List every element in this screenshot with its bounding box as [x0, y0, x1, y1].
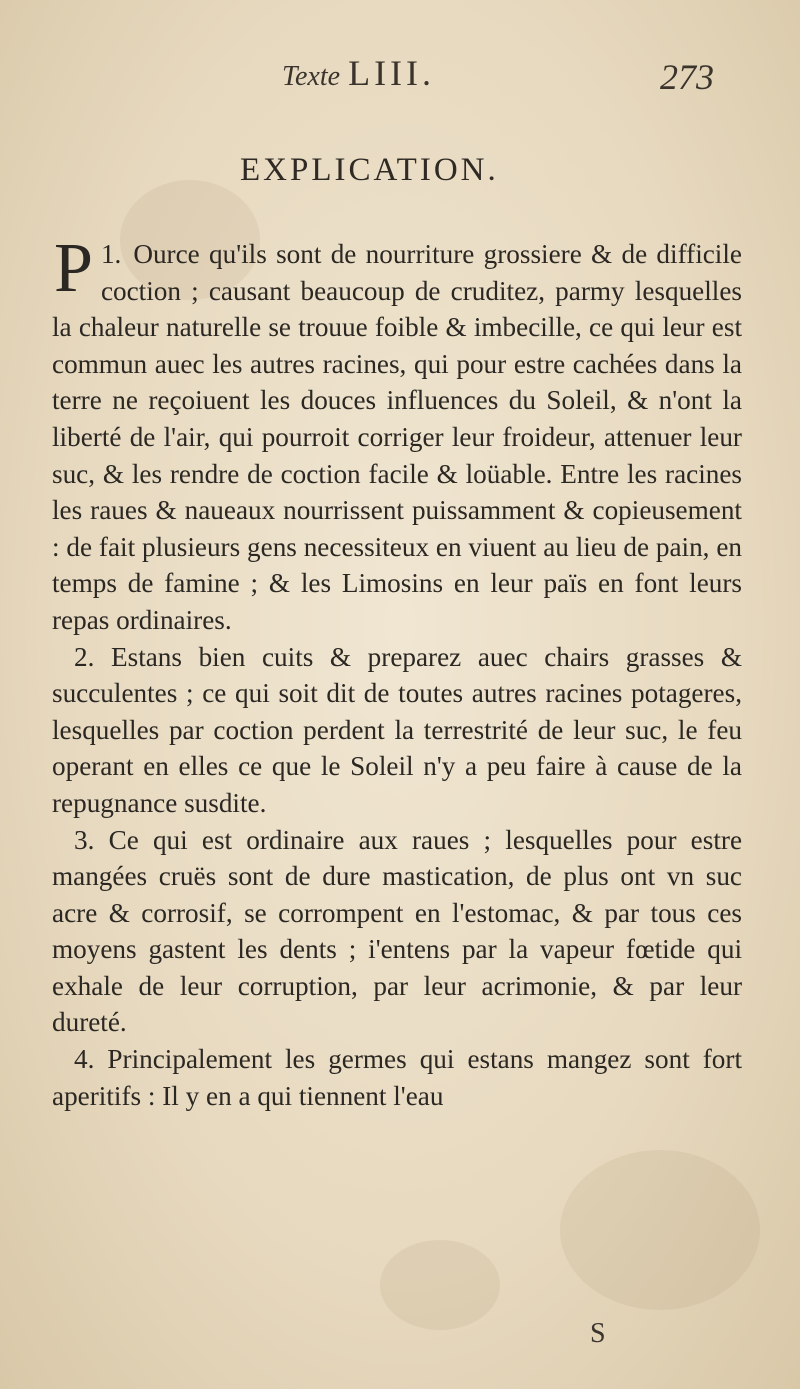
- paragraph-text: Principalement les germes qui estans mangez sont fort aperitifs : Il y en a qui tiennent l'eau: [52, 1044, 743, 1111]
- paragraph-2: [52, 639, 742, 822]
- paper-stain: [380, 1240, 500, 1330]
- running-head: [282, 52, 435, 94]
- paragraph-number: 1.: [100, 239, 122, 269]
- paragraph-number: 2.: [74, 641, 95, 672]
- paragraph-3: [52, 822, 742, 1042]
- paragraph-number: 3.: [74, 824, 95, 855]
- paragraph-text: Ource qu'ils sont de nourriture grossiere & de difficile coction ; causant beaucoup de cruditez, parmy lesquelles la chaleur naturelle se trouue foible & imbecille, ce qui leur est commun auec les autres racines, qui pour estre cachées dans la terre ne reçoiuent les douces influences du Soleil, & n'ont la liberté de l'air, qui pourroit corriger leur froideur, attenuer leur suc, & les rendre de coction facile & loüable. Entre les racines les raues & naueaux nourrissent puissamment & copieusement : de fait plusieurs gens necessiteux en viuent au lieu de pain, en temps de famine ; & les Limosins en leur païs en font leurs repas ordinaires.: [52, 239, 742, 635]
- paragraph-number: 4.: [74, 1044, 95, 1075]
- paragraph-text: Ce qui est ordinaire aux raues ; lesquelles pour estre mangées cruës sont de dure mastication, de plus ont vn suc acre & corrosif, se corrompent en l'estomac, & par tous ces moyens gastent les dents ; i'entens par la vapeur fœtide qui exhale de leur corruption, par leur acrimonie, & par leur dureté.: [52, 824, 743, 1038]
- paper-stain: [560, 1150, 760, 1310]
- running-head-italic: Texte: [282, 61, 341, 92]
- paragraph-1: [52, 230, 742, 639]
- page-header: [0, 46, 800, 96]
- paragraph-4: [52, 1041, 742, 1114]
- signature-mark: S: [590, 1318, 606, 1349]
- page-number: 273: [660, 57, 714, 97]
- paragraph-text: Estans bien cuits & preparez auec chairs grasses & succulentes ; ce qui soit dit de toutes autres racines potageres, lesquelles par coction perdent la terrestrité de leur suc, le feu operant en elles ce que le Soleil n'y a peu faire à cause de la repugnance susdite.: [52, 641, 743, 818]
- section-title: EXPLICATION.: [240, 152, 499, 188]
- body-text: [52, 230, 743, 1114]
- running-head-numeral: LIII.: [348, 53, 436, 93]
- drop-cap: P: [54, 230, 93, 307]
